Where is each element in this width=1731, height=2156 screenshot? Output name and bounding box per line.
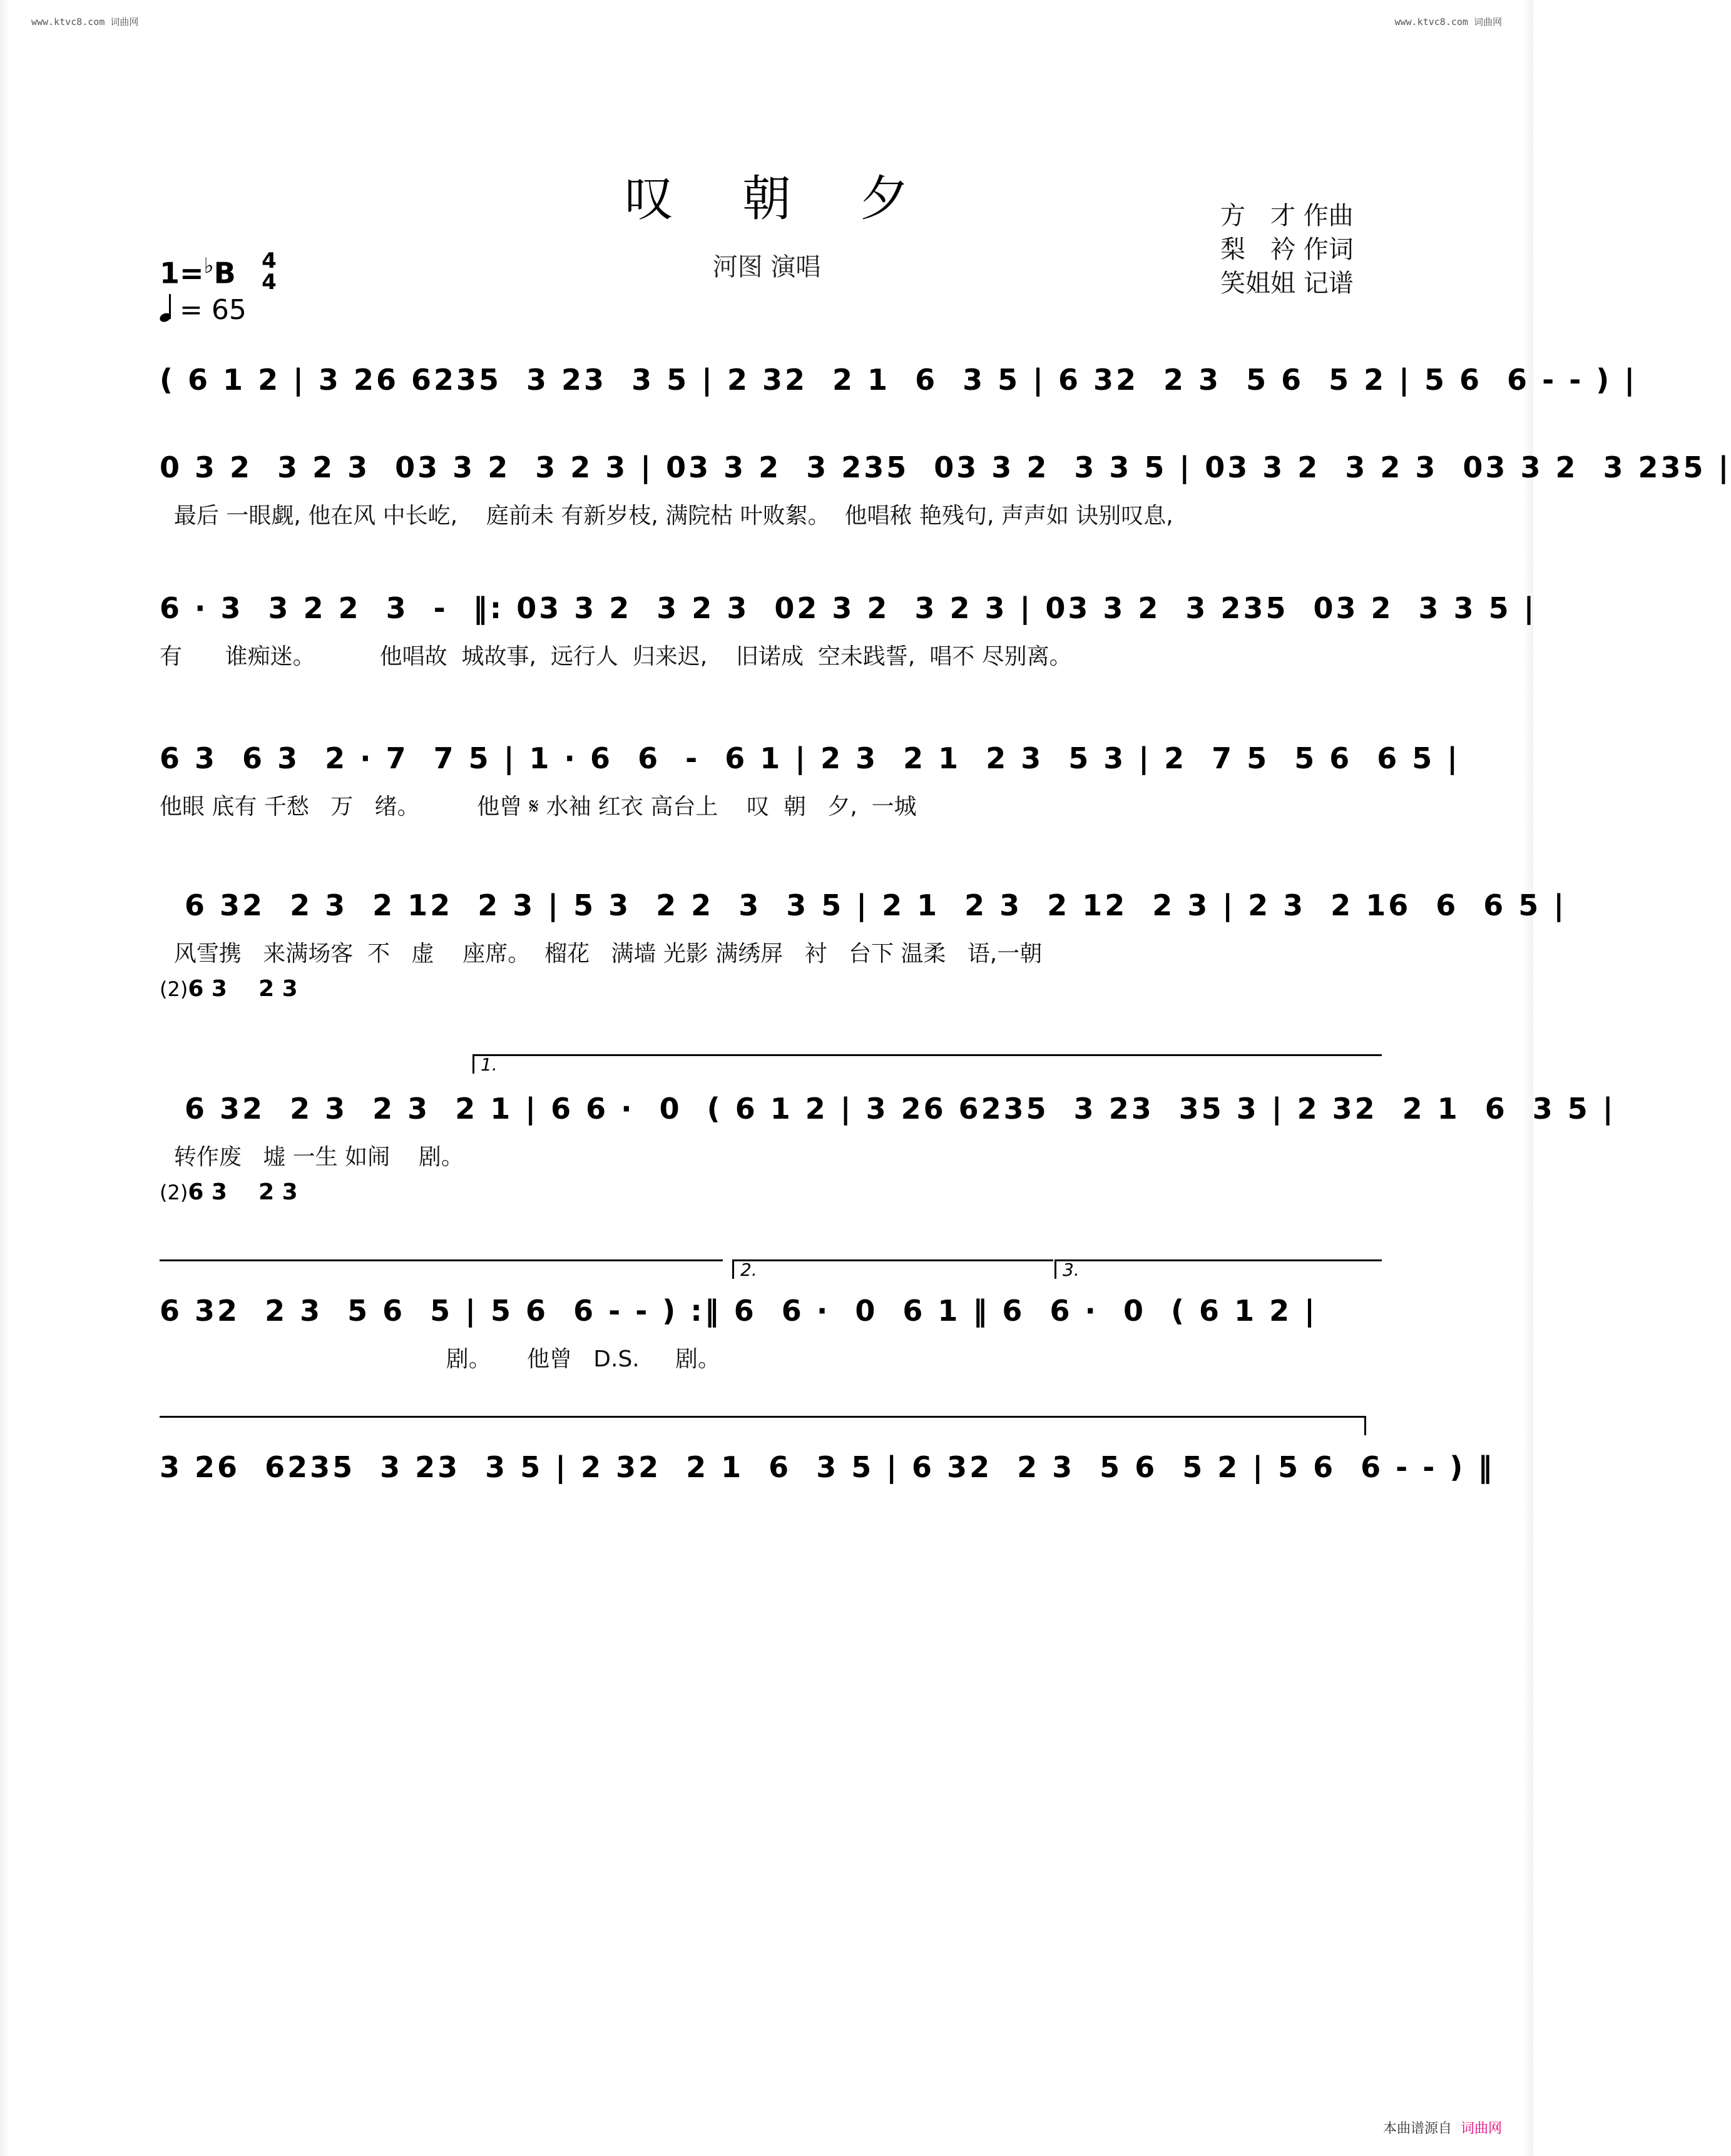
notation-line: 3 26 6235 3 23 3 5 | 2 32 2 1 6 3 5 | 6 32 2 3 5 6 5 2 | 5 6 6 - - ) ‖ bbox=[160, 1450, 1495, 1484]
meter-top: 4 bbox=[262, 248, 277, 273]
composer-credit: 方 才 作曲 bbox=[1220, 201, 1354, 230]
notation-line: 6 3 6 3 2 · 7 7 5 | 1 · 6 6 - 6 1 | 2 3 2 1 2 3 5 3 | 2 7 5 5 6 6 5 | bbox=[160, 741, 1461, 775]
footer-credit bbox=[1383, 2118, 1502, 2137]
notation-line: 6 · 3 3 2 2 3 - ‖: 03 3 2 3 2 3 02 3 2 3 2 3 | 03 3 2 3 235 03 2 3 3 5 | bbox=[160, 591, 1537, 625]
volta-first-ending: 1. bbox=[472, 1054, 1382, 1074]
credits bbox=[1220, 199, 1354, 300]
notation-line: 0 3 2 3 2 3 03 3 2 3 2 3 | 03 3 2 3 235 03 3 2 3 3 5 | 03 3 2 3 2 3 03 3 2 3 235 | bbox=[160, 450, 1731, 484]
lyrics-line: 剧。 他曾 D.S. 剧。 bbox=[160, 1346, 720, 1372]
alternate-notes bbox=[160, 976, 298, 1002]
alternate-notation: 6 3 2 3 bbox=[188, 1179, 298, 1205]
transcriber-credit: 笑姐姐 记谱 bbox=[1220, 269, 1354, 298]
song-title: 叹朝夕 bbox=[624, 171, 978, 227]
lyrics-line: 有 谁痴迷。 他唱故 城故事, 远行人 归来迟, 旧诺成 空未践誓, 唱不 尽别离。 bbox=[160, 644, 1072, 669]
tempo-value: = 65 bbox=[180, 294, 247, 326]
alternate-notation: 6 3 2 3 bbox=[188, 976, 298, 1002]
volta-second-ending: 2. bbox=[732, 1259, 1053, 1279]
tempo-marking bbox=[160, 294, 247, 326]
flat-sign: ♭ bbox=[203, 253, 214, 278]
key-signature bbox=[160, 253, 236, 290]
lyrics-line: 他眼 底有 千愁 万 绪。 他曾 𝄋 水袖 红衣 高台上 叹 朝 夕, 一城 bbox=[160, 794, 917, 820]
notation-line: 6 32 2 3 2 3 2 1 | 6 6 · 0 ( 6 1 2 | 3 26 6235 3 23 35 3 | 2 32 2 1 6 3 5 | bbox=[160, 1092, 1616, 1126]
footer-brand: 词曲网 bbox=[1460, 2121, 1502, 2137]
singer-credit: 河图 演唱 bbox=[712, 253, 821, 282]
volta-first-ending-cont bbox=[160, 1259, 723, 1279]
notation-line: ( 6 1 2 | 3 26 6235 3 23 3 5 | 2 32 2 1 6 3 5 | 6 32 2 3 5 6 5 2 | 5 6 6 - - ) | bbox=[160, 363, 1638, 397]
key-letter: B bbox=[213, 256, 236, 290]
meter-bottom: 4 bbox=[262, 270, 277, 295]
notation-line: 6 32 2 3 2 12 2 3 | 5 3 2 2 3 3 5 | 2 1 2 3 2 12 2 3 | 2 3 2 16 6 6 5 | bbox=[160, 888, 1567, 922]
alternate-label: (2) bbox=[160, 1181, 188, 1204]
page-edge-right bbox=[1523, 0, 1533, 2156]
alternate-notes bbox=[160, 1179, 298, 1205]
page-edge-left bbox=[0, 0, 10, 2156]
key-prefix: 1= bbox=[160, 256, 204, 290]
notation-line: 6 32 2 3 5 6 5 | 5 6 6 - - ) :‖ 6 6 · 0 6 1 ‖ 6 6 · 0 ( 6 1 2 | bbox=[160, 1294, 1317, 1328]
watermark-right: www.ktvc8.com 词曲网 bbox=[1394, 16, 1502, 28]
alternate-label: (2) bbox=[160, 977, 188, 1001]
footer-source: 本曲谱源自 bbox=[1382, 2121, 1452, 2137]
lyrics-line: 最后 一眼觑, 他在风 中长屹, 庭前未 有新岁枝, 满院枯 叶败絮。 他唱秾 艳残句, 声声如 诀别叹息, bbox=[160, 503, 1173, 529]
lyrics-line: 转作废 墟 一生 如闹 剧。 bbox=[160, 1144, 464, 1170]
volta-third-ending: 3. bbox=[1054, 1259, 1382, 1279]
time-signature bbox=[257, 250, 282, 293]
lyricist-credit: 梨 衿 作词 bbox=[1220, 235, 1354, 264]
lyrics-line: 风雪携 来满场客 不 虚 座席。 榴花 满墙 光影 满绣屏 衬 台下 温柔 语,一朝 bbox=[160, 941, 1043, 967]
watermark-left: www.ktvc8.com 词曲网 bbox=[31, 16, 139, 28]
volta-third-ending-cont bbox=[160, 1416, 1366, 1435]
